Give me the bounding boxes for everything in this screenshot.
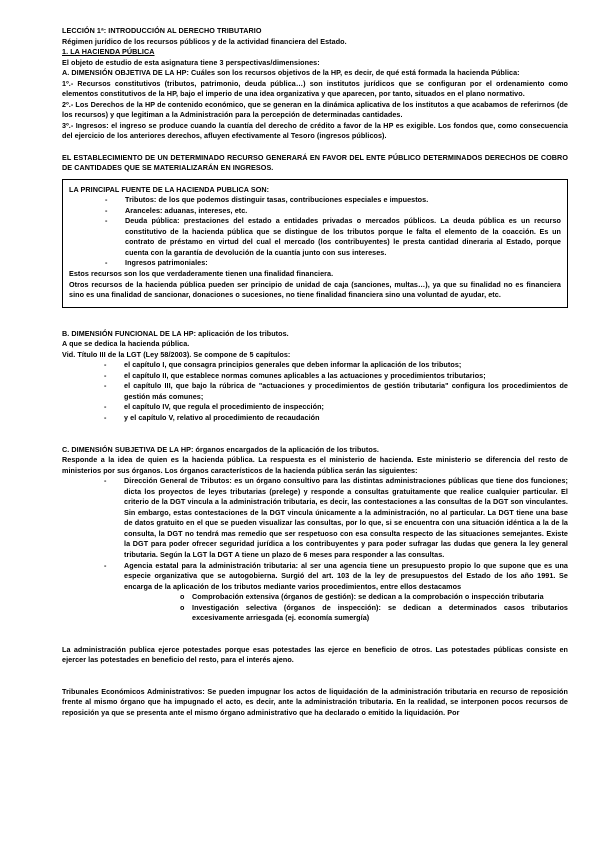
list-item (62, 561, 568, 593)
section-1-heading: 1. LA HACIENDA PÚBLICA (62, 47, 155, 57)
bullet-o-icon: o (180, 592, 185, 602)
list-item-text: Aranceles: aduanas, intereses, etc. (125, 205, 248, 215)
dimension-a-point-3: 3º.- Ingresos: el ingreso se produce cuando la cuantía del derecho de crédito a favor de la HP es exigible. Los fondos que, como consecuencia del ejercicio de los anteriores derechos, afluyen efectivamente al Tesoro (ingresos públicos). (62, 120, 568, 141)
list-item-text: el capítulo I, que consagra principios generales que deben informar la aplicación de los tributos; (124, 360, 462, 370)
dimension-b-list (62, 360, 568, 423)
bullet-dash-icon: - (105, 205, 108, 215)
bullet-dash-icon: - (104, 413, 107, 422)
bullet-dash-icon: - (104, 370, 107, 380)
bullet-dash-icon: - (104, 476, 107, 486)
caps-statement: EL ESTABLECIMIENTO DE UN DETERMINADO RECURSO GENERARÁ EN FAVOR DEL ENTE PÚBLICO DETERMINADOS DERECHOS DE COBRO DE CANTIDADES QUE SE MATERIALIZARÁN EN INGRESOS. (62, 152, 568, 173)
dimension-b-heading: B. DIMENSIÓN FUNCIONAL DE LA HP: aplicación de los tributos. (62, 328, 289, 338)
closing-paragraph-1: La administración publica ejerce potestades porque esas potestades las ejerce en beneficio de otros. Las potestades públicas consiste en ejercer las potestades en beneficio del resto, para el interés ajeno. (62, 644, 568, 665)
box-heading: LA PRINCIPAL FUENTE DE LA HACIENDA PUBLICA SON: (69, 184, 270, 194)
dimension-b-line-2: Vid. Título III de la LGT (Ley 58/2003). Se compone de 5 capítulos: (62, 349, 291, 359)
list-item (69, 258, 561, 269)
bullet-dash-icon: - (104, 360, 107, 370)
sub-list-item-text: Investigación selectiva (órganos de inspección): se dedican a determinados casos tributarios excesivamente arriesgada (ej. economía sumergía) (192, 602, 568, 623)
spacer (62, 424, 568, 435)
dimension-a-point-1: 1º.- Recursos constitutivos (tributos, patrimonio, deuda pública…) son institutos jurídicos que se configuran por el ordenamiento como elementos constitutivos de la HP, bajo el imperio de una idea organizativa y que aparecen, por tanto, situados en el plano normativo. (62, 78, 568, 99)
list-item-text: Tributos: de los que podemos distinguir tasas, contribuciones especiales e impuestos. (125, 195, 429, 205)
closing-paragraph-2: Tribunales Económicos Administrativos: Se pueden impugnar los actos de liquidación de la administración tributaria en recurso de reposición frente al mismo órgano que ha impugnado el acto, es decir, ante la administración tributaria. En la realidad, se interponen pocos recursos de reposición ya que se presenta ante el mismo órgano administrativo que ha declarado o emitido la liquidación. Por (62, 686, 568, 718)
list-item (62, 402, 568, 413)
list-item (62, 413, 568, 424)
list-item-text: Dirección General de Tributos: es un órgano consultivo para las distintas administraciones públicas que tiene dos funciones; dicta los proyectos de leyes tributarias (prelege) y responde a consultas gratuitamente que realice cualquier particular. El criterio de la DGT vincula a la administración tributaria, es decir, las contestaciones a las consultas de la DGT son vinculantes. Sin embargo, estas contestaciones de la DGT vincula únicamente a la administración, no al particular. La DGT tiene una base de datos gratuito en el que se pueden visualizar las consultas, por lo que, si se encuentra con una situación idéntica a la de la consulta, la DGT no tendrá mas remedio que ser respetuoso con esa consulta respecto de las situaciones semejantes. Existe la DGT para poder ofrecer seguridad jurídica a los contribuyentes y para poder sufragar las dudas que genera la ley general tributaria. Según la LGT la DGT A tiene un plazo de 6 meses para responder a las consultas. (124, 476, 568, 560)
bullet-dash-icon: - (104, 560, 107, 570)
box-closing-line-2: Otros recursos de la hacienda pública pueden ser principio de unidad de caja (sanciones, multas…), ya que su finalidad no es financiera sino es una finalidad de sancionar, donaciones o sucesiones, no tiene finalidad financiera sino una voluntad de ayudar, etc. (69, 279, 561, 300)
list-item-text: el capítulo III, que bajo la rúbrica de "actuaciones y procedimientos de gestión tributaria" configura los procedimientos de gestión más comunes; (124, 381, 568, 401)
dimension-c-intro: Responde a la idea de quien es la hacienda pública. La respuesta es el ministerio de hacienda. Este ministerio se diferencia del resto de ministerios por sus órganos. Los órganos característicos de la hacienda pública serán las siguientes: (62, 455, 568, 475)
spacer (62, 666, 568, 677)
list-item (62, 476, 568, 560)
list-item-text: y el capítulo V, relativo al procedimiento de recaudación (124, 413, 320, 422)
bullet-dash-icon: - (104, 381, 107, 391)
spacer (62, 624, 568, 635)
list-item-text: Agencia estatal para la administración tributaria: al ser una agencia tiene un presupuesto propio lo que supone que es una especie organizativa que se autogobierna. Surgió del art. 103 de la ley de presupuestos del Estado de los año 1991. Se encarga de la aplicación de los tributos mediante varios procedimientos, entre ellos destacamos (124, 560, 568, 591)
box-bullet-list (69, 195, 561, 269)
bullet-dash-icon: - (104, 402, 107, 412)
dimension-a-point-2: 2º.- Los Derechos de la HP de contenido económico, que se generan en la dinámica aplicativa de los institutos a que acabamos de referirnos (de los recursos) y que legitiman a la Administración para la percepción de determinadas cantidades. (62, 99, 568, 120)
dimension-c-list (62, 476, 568, 592)
list-item-text: el capítulo IV, que regula el procedimiento de inspección; (124, 402, 325, 412)
spacer (62, 676, 568, 687)
sub-list-item-text: Comprobación extensiva (órganos de gestión): se dedican a la comprobación o inspección tributaria (192, 592, 544, 602)
dimension-c-heading: C. DIMENSIÓN SUBJETIVA DE LA HP: órganos encargados de la aplicación de los tributos. (62, 444, 379, 454)
list-item (62, 381, 568, 402)
document-title-line-2: Régimen jurídico de los recursos públicos y de la actividad financiera del Estado. (62, 36, 347, 46)
sub-list-item (62, 603, 568, 624)
list-item-text: Ingresos patrimoniales: (125, 258, 208, 268)
bullet-dash-icon: - (105, 195, 108, 205)
list-item-text: el capítulo II, que establece normas comunes aplicables a las actuaciones y procedimientos tributarios; (124, 370, 486, 380)
list-item (69, 216, 561, 258)
bullet-o-icon: o (180, 602, 185, 612)
spacer (62, 634, 568, 645)
principal-fuente-box (62, 179, 568, 308)
bullet-dash-icon: - (105, 216, 108, 226)
list-item-text: Deuda pública: prestaciones del estado a entidades privadas o mercados públicos. La deuda pública es un recurso constitutivo de la hacienda pública que se distingue de los tributos porque le falta el elemento de la coacción. Es un contrato de préstamo en virtud del cual el mercado (los contribuyentes) le presta cantidad dineraria al Estado, porque cuenta con la garantía de devolución de la cuantía junto con sus intereses. (125, 216, 561, 257)
sub-list-item (62, 592, 568, 603)
dimension-b-line-1: A que se dedica la hacienda pública. (62, 339, 190, 349)
spacer (62, 318, 568, 329)
list-item (69, 195, 561, 206)
list-item (69, 206, 561, 217)
dimension-a-heading: A. DIMENSIÓN OBJETIVA DE LA HP: Cuáles son los recursos objetivos de la HP, es decir, de qué está formada la hacienda Pública: (62, 68, 520, 78)
document-title-line-1: LECCIÓN 1ª: INTRODUCCIÓN AL DERECHO TRIBUTARIO (62, 26, 262, 35)
spacer (62, 142, 568, 153)
bullet-dash-icon: - (105, 258, 108, 268)
spacer (62, 434, 568, 445)
spacer (62, 308, 568, 319)
box-closing-line-1: Estos recursos son los que verdaderamente tienen una finalidad financiera. (69, 268, 334, 278)
list-item (62, 360, 568, 371)
intro-line: El objeto de estudio de esta asignatura tiene 3 perspectivas/dimensiones: (62, 57, 320, 67)
document-body (62, 26, 568, 719)
list-item (62, 371, 568, 382)
